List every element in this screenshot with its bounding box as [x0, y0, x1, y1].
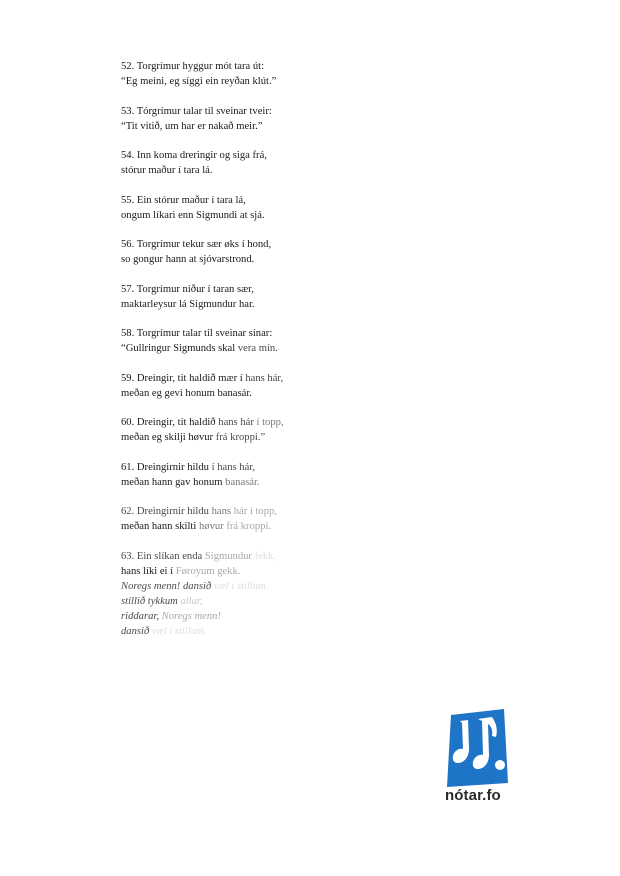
verse-text-faded: í hans hár,	[211, 461, 256, 473]
verse-54	[121, 148, 381, 178]
verse-59	[121, 371, 381, 401]
verse-line: meðan eg gevi honum banasár.	[121, 387, 252, 399]
verse-text: 60. Dreingir, tit haldið	[121, 417, 219, 428]
verse-line: so gongur hann at sjóvarstrond.	[121, 254, 255, 265]
verse-text-faded: fekk,	[254, 550, 277, 562]
refrain-line	[121, 594, 381, 609]
refrain-text-faded: væl í stillum.	[213, 580, 269, 592]
verse-text-faded: vera mín.	[237, 343, 278, 354]
verse-line	[121, 460, 381, 475]
verse-text-faded: 63. Ein slíkan enda	[121, 550, 205, 562]
verse-line	[121, 549, 381, 564]
verse-text-faded: 62. Dreingirnir hildu	[121, 506, 212, 517]
verse-text-faded: høvur	[198, 521, 227, 532]
ballad-verses	[121, 59, 381, 653]
verse-line	[121, 430, 381, 445]
verse-line: 56. Torgrímur tekur sær øks í hond,	[121, 239, 272, 250]
refrain-line	[121, 609, 381, 624]
verse-line	[121, 519, 381, 534]
refrain-line	[121, 579, 381, 594]
refrain-text-faded: væl í stillum.	[151, 625, 207, 637]
verse-62	[121, 504, 381, 534]
verse-text: meðan hann gav honum	[121, 476, 226, 488]
verse-line	[121, 341, 381, 356]
verse-line: 54. Inn koma dreringir og siga frá,	[121, 150, 267, 161]
verse-text: meðan hann skilti	[121, 521, 199, 532]
logo-wordmark: nótar.fo	[445, 787, 501, 804]
music-note-logo-icon	[446, 709, 510, 787]
verse-text-faded: hár í topp,	[233, 506, 277, 517]
verse-text-faded: hans	[211, 506, 234, 517]
verse-text-faded: frá kroppi.	[226, 521, 272, 532]
refrain-text: stillið tykkum	[121, 595, 181, 607]
verse-55	[121, 193, 381, 223]
verse-line: 57. Torgrímur niður í taran sær,	[121, 283, 254, 295]
verse-text: meðan eg skilji høvur	[121, 432, 216, 443]
verse-text: 59. Dreingir, tit haldið mær í	[121, 372, 246, 384]
verse-line	[121, 415, 381, 430]
verse-56	[121, 237, 381, 267]
refrain-text: riddarar,	[121, 610, 162, 622]
verse-text: 61. Dreingirnir hildu	[121, 461, 212, 473]
verse-text-faded: Føroyum gekk.	[175, 565, 241, 577]
verse-line: “Eg meini, eg síggi ein reyðan klút.”	[121, 76, 277, 87]
verse-line	[121, 504, 381, 519]
verse-text-faded: í topp,	[256, 417, 284, 428]
verse-line	[121, 371, 381, 386]
verse-text-faded: Sigmundur	[204, 550, 255, 562]
verse-text-faded: hans hár	[218, 417, 257, 428]
verse-60	[121, 415, 381, 445]
verse-line: “Tit vitið, um har er nakað meir.”	[121, 120, 263, 132]
verse-57	[121, 282, 381, 312]
verse-line: 53. Tórgrímur talar til sveinar tveir:	[121, 105, 272, 117]
verse-53	[121, 104, 381, 134]
refrain-text-faded: Noregs menn!	[161, 610, 221, 622]
verse-text: “Gullringur Sigmunds skal	[121, 343, 238, 354]
verse-line	[121, 326, 381, 341]
verse-line: 55. Ein stórur maður í tara lá,	[121, 194, 246, 206]
verse-text: 58. Torgrímur talar til sveinar sínar:	[121, 328, 273, 339]
refrain-line	[121, 624, 381, 639]
verse-61	[121, 460, 381, 490]
verse-52	[121, 59, 381, 89]
verse-line: ongum líkari enn Sigmundi at sjá.	[121, 209, 265, 221]
verse-text-faded: banasár.	[225, 476, 260, 488]
verse-text-faded: hans hár,	[245, 372, 284, 384]
refrain	[121, 579, 381, 639]
verse-line: maktarleysur lá Sigmundur har.	[121, 298, 255, 310]
verse-line: 52. Torgrímur hyggur mót tara út:	[121, 61, 265, 72]
refrain-text-faded: allar,	[180, 595, 203, 607]
verse-text-faded: frá kroppi.”	[215, 432, 266, 443]
verse-58	[121, 326, 381, 356]
verse-line	[121, 475, 381, 490]
verse-line: stórur maður í tara lá.	[121, 165, 213, 176]
verse-text: hans líki ei í	[121, 565, 176, 577]
verse-63	[121, 549, 381, 579]
refrain-text: dansið	[121, 625, 152, 637]
verse-line	[121, 564, 381, 579]
refrain-text: Noregs menn! dansið	[121, 580, 214, 592]
